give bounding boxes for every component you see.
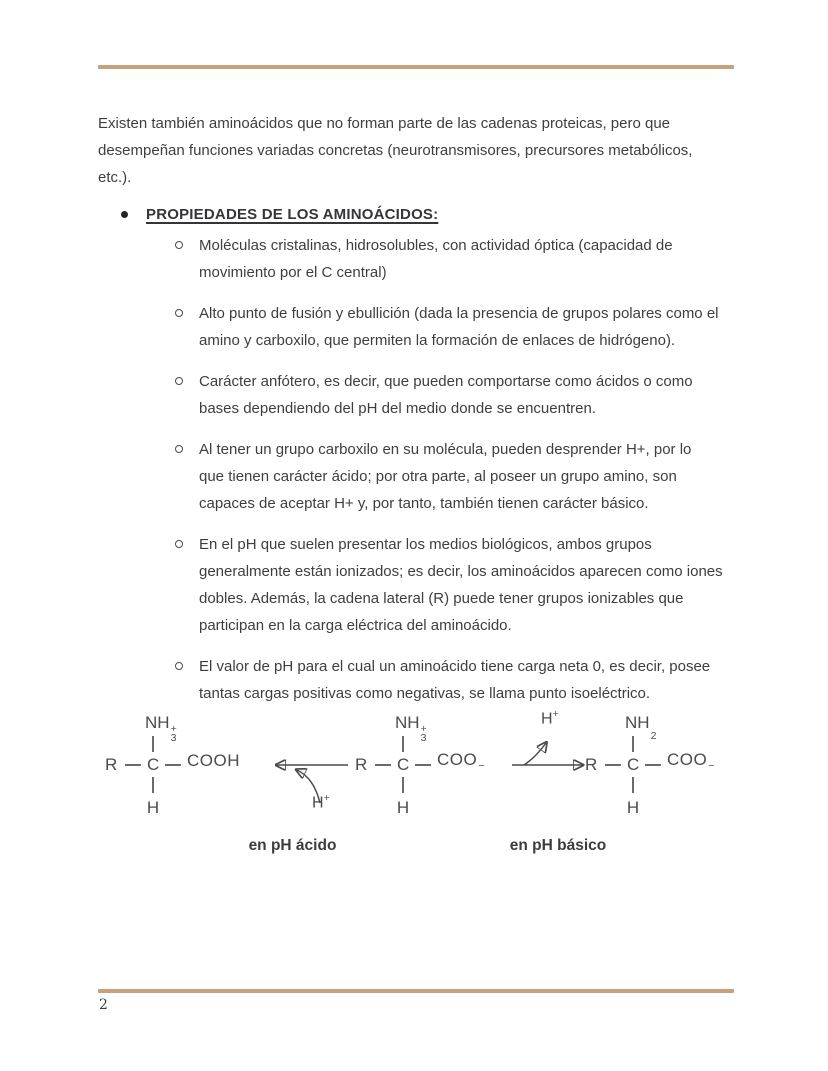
r-group-label: R [355, 755, 368, 774]
page-content [98, 110, 738, 707]
bottom-divider-rule [98, 989, 734, 993]
structure-zwitterion [355, 713, 525, 821]
intro-paragraph: Existen también aminoácidos que no forman parte de las cadenas proteicas, pero que desempeñan funciones variadas concretas (neurotransmisores, precursores metabólicos, etc.). [98, 115, 693, 186]
carboxyl-group-label: COOH [187, 751, 240, 770]
list-item-text: En el pH que suelen presentar los medios biológicos, ambos grupos generalmente están ionizados; es decir, los aminoácidos aparecen como iones dobles. Además, la cadena lateral (R) puede tener grupos ionizables que participan en la carga eléctrica del aminoácido. [199, 536, 723, 634]
bond-horizontal [375, 764, 391, 766]
structure-anion [585, 713, 755, 821]
reaction-arrow-left [268, 756, 350, 810]
alpha-carbon-label: C [147, 755, 160, 774]
backbone-row [585, 750, 715, 775]
open-bullet-icon [175, 540, 183, 548]
properties-heading-row [98, 201, 738, 228]
bond-vertical [632, 777, 634, 793]
section-heading: PROPIEDADES DE LOS AMINOÁCIDOS: [146, 206, 439, 223]
open-bullet-icon [175, 309, 183, 317]
list-item [98, 232, 738, 286]
structure-cation [105, 713, 275, 821]
bond-vertical [632, 736, 634, 752]
bond-vertical [402, 777, 404, 793]
acid-ph-caption: en pH ácido [248, 837, 337, 854]
top-divider-rule [98, 65, 734, 69]
bond-horizontal [415, 764, 431, 766]
backbone-row [355, 750, 485, 775]
alpha-carbon-label: C [627, 755, 640, 774]
open-bullet-icon [175, 662, 183, 670]
list-item [98, 531, 738, 639]
list-item [98, 436, 738, 517]
bond-horizontal [605, 764, 621, 766]
carboxylate-group-label: COO − [437, 750, 485, 772]
r-group-label: R [585, 755, 598, 774]
list-item-text: Al tener un grupo carboxilo en su molécula, pueden desprender H+, por lo que tienen carácter ácido; por otra parte, al poseer un grupo amino, son capaces de aceptar H+ y, por tanto, también tienen carácter básico. [199, 441, 692, 512]
hplus-ion-label: H+ [541, 708, 559, 728]
bond-horizontal [645, 764, 661, 766]
open-bullet-icon [175, 377, 183, 385]
amino-group-label: NH + 3 [145, 713, 177, 744]
hplus-ion-label: H+ [312, 792, 330, 812]
filled-bullet-icon [121, 211, 128, 218]
bond-vertical [152, 777, 154, 793]
basic-ph-caption: en pH básico [509, 837, 607, 854]
r-group-label: R [105, 755, 118, 774]
open-bullet-icon [175, 241, 183, 249]
list-item [98, 300, 738, 354]
list-item [98, 368, 738, 422]
page-number: 2 [99, 997, 108, 1013]
list-item-text: Carácter anfótero, es decir, que pueden comportarse como ácidos o como bases dependiendo del pH del medio donde se encuentren. [199, 373, 693, 417]
bond-horizontal [165, 764, 181, 766]
list-item [98, 653, 738, 707]
list-item-text: Moléculas cristalinas, hidrosolubles, con actividad óptica (capacidad de movimiento por el C central) [199, 237, 673, 281]
reaction-arrow-right [508, 726, 596, 774]
hydrogen-label: H [626, 798, 640, 817]
bond-vertical [402, 736, 404, 752]
open-bullet-icon [175, 445, 183, 453]
list-item-text: Alto punto de fusión y ebullición (dada la presencia de grupos polares como el amino y carboxilo, que permiten la formación de enlaces de hidrógeno). [199, 305, 719, 349]
hydrogen-label: H [396, 798, 410, 817]
carboxylate-group-label: COO − [667, 750, 715, 772]
alpha-carbon-label: C [397, 755, 410, 774]
aminoacid-ionization-diagram [90, 700, 750, 870]
backbone-row [105, 751, 241, 775]
bond-vertical [152, 736, 154, 752]
hydrogen-label: H [146, 798, 160, 817]
amino-group-label: NH 2 [625, 713, 657, 742]
list-item-text: El valor de pH para el cual un aminoácido tiene carga neta 0, es decir, posee tantas cargas positivas como negativas, se llama punto isoeléctrico. [199, 658, 711, 702]
bond-horizontal [125, 764, 141, 766]
amino-group-label: NH + 3 [395, 713, 427, 744]
